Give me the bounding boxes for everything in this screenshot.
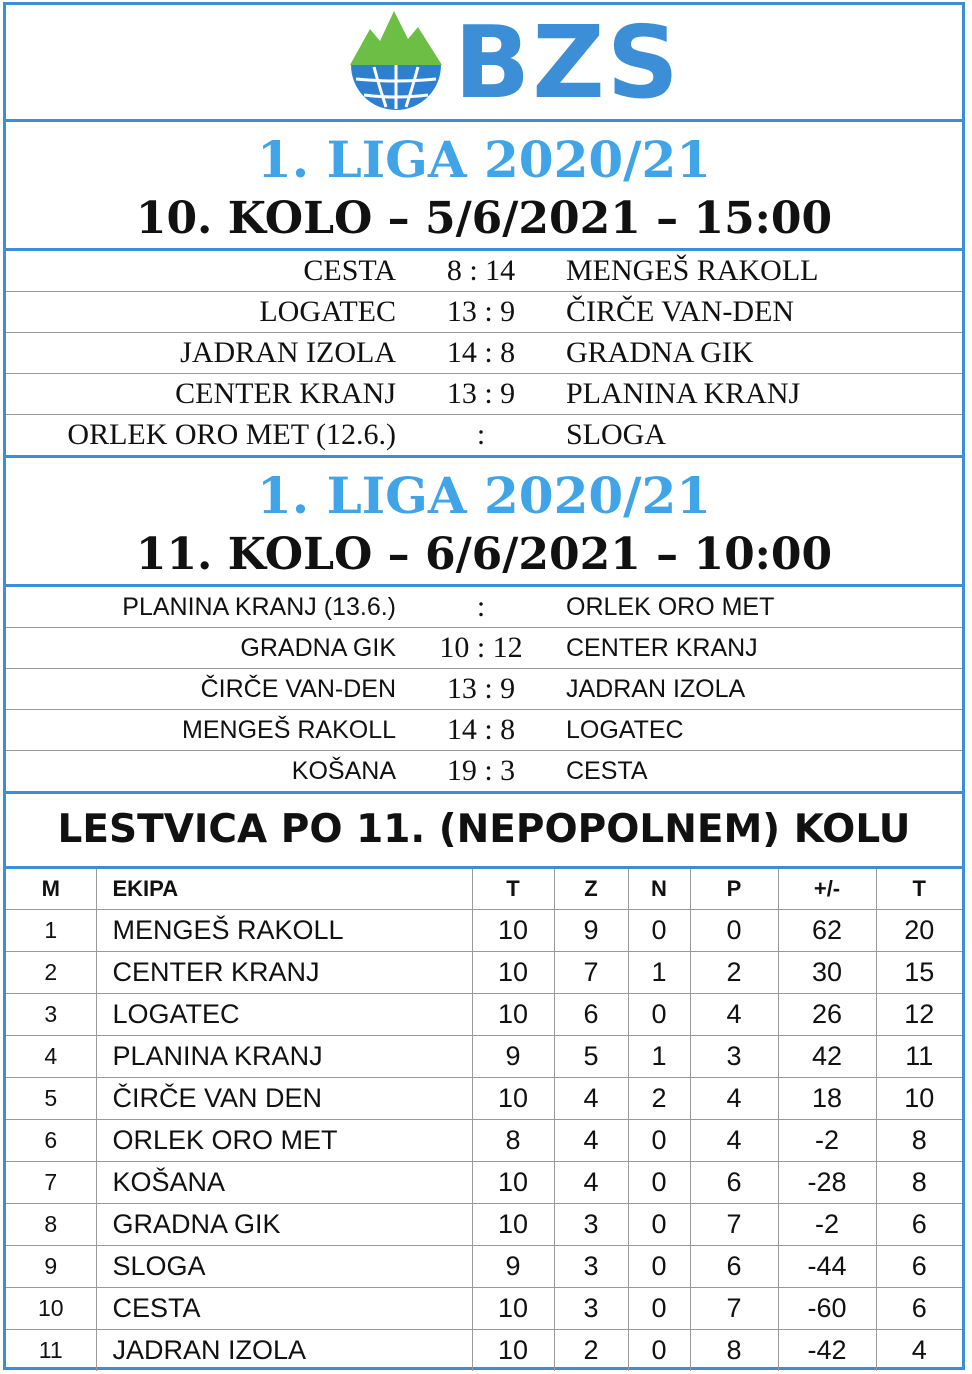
stat-cell: 0 [628,994,690,1036]
rank-cell: 1 [6,910,96,952]
stat-cell: 0 [628,1288,690,1330]
match-row [6,668,962,709]
stat-cell: 9 [472,1246,554,1288]
away-team: CENTER KRANJ [566,634,758,662]
table-row [6,994,962,1036]
standings-table-wrap [6,866,962,1371]
away-team: SLOGA [566,418,667,451]
column-header: Z [554,869,628,910]
team-cell: CESTA [96,1288,472,1330]
rank-cell: 2 [6,952,96,994]
stat-cell: 0 [690,910,778,952]
logo-band [6,5,962,119]
rank-cell: 4 [6,1036,96,1078]
stat-cell: 11 [876,1036,962,1078]
column-header: +/- [778,869,876,910]
team-cell: MENGEŠ RAKOLL [96,910,472,952]
stat-cell: 26 [778,994,876,1036]
home-team: JADRAN IZOLA [180,336,396,369]
stat-cell: 2 [554,1330,628,1372]
stat-cell: 0 [628,1120,690,1162]
globe-mountain-icon [346,9,446,113]
team-cell: PLANINA KRANJ [96,1036,472,1078]
rank-cell: 6 [6,1120,96,1162]
stat-cell: 0 [628,1162,690,1204]
table-row [6,1162,962,1204]
stat-cell: 15 [876,952,962,994]
stat-cell: 7 [690,1204,778,1246]
table-row [6,1204,962,1246]
away-team: LOGATEC [566,716,684,744]
stat-cell: 5 [554,1036,628,1078]
round-title: 11. KOLO – 6/6/2021 – 10:00 [135,529,833,580]
home-team: GRADNA GIK [240,634,396,662]
team-cell: GRADNA GIK [96,1204,472,1246]
match-row [6,587,962,627]
stat-cell: 10 [472,1078,554,1120]
score: : [476,590,486,623]
stat-cell: 3 [554,1288,628,1330]
stat-cell: 0 [628,910,690,952]
match-row [6,291,962,332]
stat-cell: 0 [628,1204,690,1246]
stat-cell: 8 [876,1162,962,1204]
stat-cell: 9 [472,1036,554,1078]
stat-cell: -44 [778,1246,876,1288]
standings-table [6,869,962,1371]
away-team: PLANINA KRANJ [566,377,801,410]
stat-cell: 8 [876,1120,962,1162]
stat-cell: 2 [628,1078,690,1120]
away-team: CESTA [566,757,648,785]
home-team: ORLEK ORO MET (12.6.) [67,418,396,451]
table-row [6,1120,962,1162]
stat-cell: 2 [690,952,778,994]
away-team: JADRAN IZOLA [566,675,746,703]
stat-cell: -42 [778,1330,876,1372]
stat-cell: 3 [554,1204,628,1246]
rank-cell: 9 [6,1246,96,1288]
table-row [6,1288,962,1330]
stat-cell: 42 [778,1036,876,1078]
stat-cell: -2 [778,1120,876,1162]
stat-cell: 30 [778,952,876,994]
column-header: T [472,869,554,910]
home-team: KOŠANA [291,757,396,785]
match-row [6,251,962,291]
score: : [476,418,486,451]
team-cell: JADRAN IZOLA [96,1330,472,1372]
team-cell: CENTER KRANJ [96,952,472,994]
stat-cell: 10 [472,910,554,952]
league-title: 1. LIGA 2020/21 [256,130,712,189]
stat-cell: 7 [690,1288,778,1330]
home-team: CENTER KRANJ [175,377,396,410]
logo-text: BZS [454,4,681,121]
stat-cell: 4 [690,1120,778,1162]
score: 10 : 12 [439,631,523,664]
home-team: MENGEŠ RAKOLL [182,716,396,744]
stat-cell: 8 [472,1120,554,1162]
table-header-row [6,869,962,910]
column-header: N [628,869,690,910]
column-header: M [41,876,60,901]
score: 19 : 3 [446,754,516,787]
rank-cell: 11 [6,1330,96,1372]
column-header: P [690,869,778,910]
team-cell: SLOGA [96,1246,472,1288]
stat-cell: 6 [690,1246,778,1288]
score: 14 : 8 [446,713,516,746]
table-row [6,952,962,994]
team-cell: KOŠANA [96,1162,472,1204]
match-row [6,627,962,668]
stat-cell: 4 [690,994,778,1036]
stat-cell: 0 [628,1246,690,1288]
stat-cell: 6 [876,1288,962,1330]
table-row [6,1330,962,1372]
match-row [6,750,962,791]
stat-cell: 10 [472,1288,554,1330]
score: 14 : 8 [446,336,516,369]
round10-matches [6,248,962,455]
home-team: LOGATEC [259,295,396,328]
rank-cell: 7 [6,1162,96,1204]
round-title: 10. KOLO – 5/6/2021 – 15:00 [135,193,833,244]
stat-cell: 10 [472,1330,554,1372]
bzs-logo [346,4,681,121]
stat-cell: -28 [778,1162,876,1204]
match-row [6,373,962,414]
team-cell: LOGATEC [96,994,472,1036]
league-title: 1. LIGA 2020/21 [256,466,712,525]
stat-cell: 6 [554,994,628,1036]
stat-cell: 9 [554,910,628,952]
table-row [6,1036,962,1078]
away-team: ČIRČE VAN-DEN [566,295,795,328]
home-team: PLANINA KRANJ (13.6.) [122,593,396,621]
stat-cell: 18 [778,1078,876,1120]
match-row [6,709,962,750]
table-row [6,1078,962,1120]
rank-cell: 10 [6,1288,96,1330]
home-team: CESTA [303,254,396,287]
stat-cell: 4 [554,1078,628,1120]
stat-cell: 20 [876,910,962,952]
team-cell: ČIRČE VAN DEN [96,1078,472,1120]
stat-cell: -2 [778,1204,876,1246]
stat-cell: 10 [472,1204,554,1246]
away-team: GRADNA GIK [566,336,754,369]
rank-cell: 5 [6,1078,96,1120]
stat-cell: -60 [778,1288,876,1330]
match-row [6,414,962,455]
stat-cell: 6 [876,1204,962,1246]
stat-cell: 4 [554,1120,628,1162]
round11-header [6,455,962,584]
rank-cell: 8 [6,1204,96,1246]
round10-header [6,119,962,248]
away-team: ORLEK ORO MET [566,593,775,621]
column-header: T [876,869,962,910]
stat-cell: 8 [690,1330,778,1372]
home-team: ČIRČE VAN-DEN [200,675,396,703]
score: 13 : 9 [446,377,516,410]
stat-cell: 7 [554,952,628,994]
standings-title: LESTVICA PO 11. (NEPOPOLNEM) KOLU [6,791,962,866]
stat-cell: 4 [876,1330,962,1372]
stat-cell: 4 [690,1078,778,1120]
score: 8 : 14 [446,254,516,287]
stat-cell: 10 [876,1078,962,1120]
stat-cell: 10 [472,952,554,994]
stat-cell: 10 [472,994,554,1036]
rank-cell: 3 [6,994,96,1036]
stat-cell: 62 [778,910,876,952]
stat-cell: 6 [876,1246,962,1288]
stat-cell: 3 [690,1036,778,1078]
stat-cell: 1 [628,1036,690,1078]
column-header: EKIPA [96,869,472,910]
table-row [6,1246,962,1288]
table-row [6,910,962,952]
stat-cell: 4 [554,1162,628,1204]
round11-matches [6,584,962,791]
results-sheet [3,2,965,1370]
stat-cell: 6 [690,1162,778,1204]
stat-cell: 1 [628,952,690,994]
stat-cell: 12 [876,994,962,1036]
away-team: MENGEŠ RAKOLL [566,254,819,287]
team-cell: ORLEK ORO MET [96,1120,472,1162]
stat-cell: 3 [554,1246,628,1288]
stat-cell: 0 [628,1330,690,1372]
score: 13 : 9 [446,672,516,705]
score: 13 : 9 [446,295,516,328]
match-row [6,332,962,373]
stat-cell: 10 [472,1162,554,1204]
